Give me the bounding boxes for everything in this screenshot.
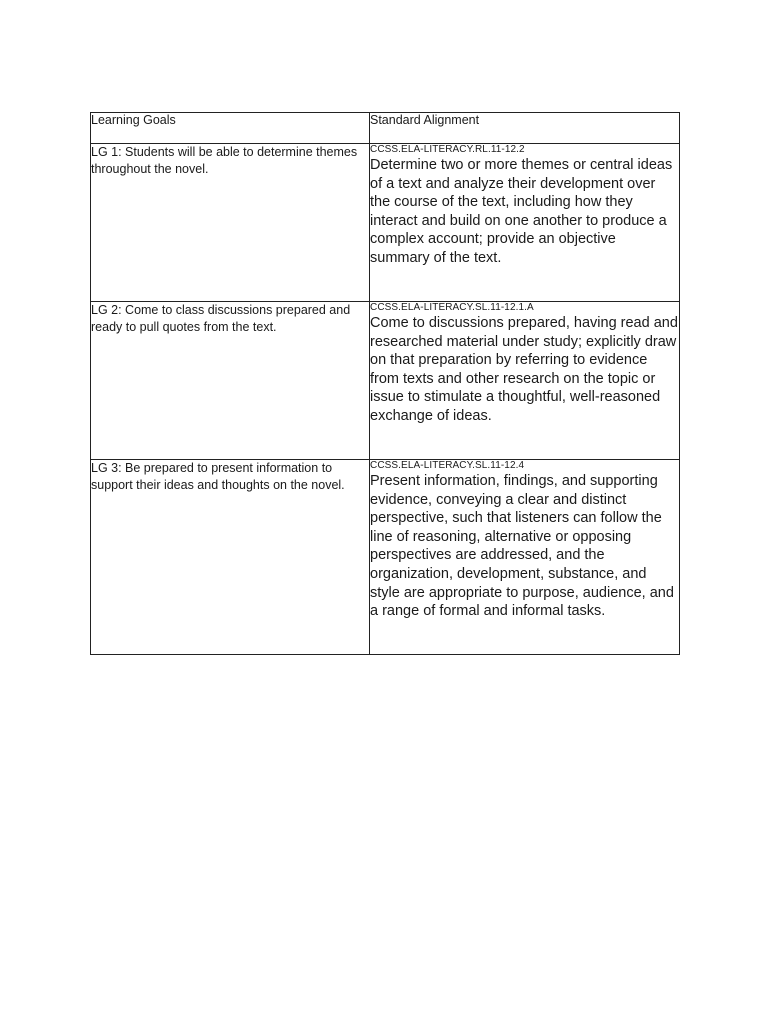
standard-cell	[370, 460, 680, 655]
standard-code: CCSS.ELA-LITERACY.SL.11-12.1.A	[370, 302, 534, 313]
learning-goals-table	[90, 112, 680, 655]
goal-cell: LG 2: Come to class discussions prepared and ready to pull quotes from the text.	[91, 302, 370, 460]
standard-text: Present information, findings, and supporting evidence, conveying a clear and distinct perspective, such that listeners can follow the line of reasoning, alternative or opposing perspectives are addressed, and the organization, development, substance, and style are appropriate to purpose, audience, and a range of formal and informal tasks.	[370, 473, 674, 620]
table-row	[91, 144, 680, 302]
goal-cell: LG 1: Students will be able to determine themes throughout the novel.	[91, 144, 370, 302]
standard-code: CCSS.ELA-LITERACY.SL.11-12.4	[370, 460, 525, 471]
standard-cell	[370, 144, 680, 302]
header-standard-alignment: Standard Alignment	[370, 113, 680, 144]
header-learning-goals: Learning Goals	[91, 113, 370, 144]
standard-code: CCSS.ELA-LITERACY.RL.11-12.2	[370, 144, 525, 155]
standard-text: Come to discussions prepared, having read and researched material under study; explicitly draw on that preparation by referring to evidence from texts and other research on the topic or issue to stimulate a thoughtful, well-reasoned exchange of ideas.	[370, 315, 678, 424]
standard-text: Determine two or more themes or central ideas of a text and analyze their development over the course of the text, including how they interact and build on one another to produce a complex account; provide an objective summary of the text.	[370, 157, 673, 266]
table-header-row	[91, 113, 680, 144]
goal-cell: LG 3: Be prepared to present information to support their ideas and thoughts on the novel.	[91, 460, 370, 655]
table-row	[91, 302, 680, 460]
table-row	[91, 460, 680, 655]
standard-cell	[370, 302, 680, 460]
